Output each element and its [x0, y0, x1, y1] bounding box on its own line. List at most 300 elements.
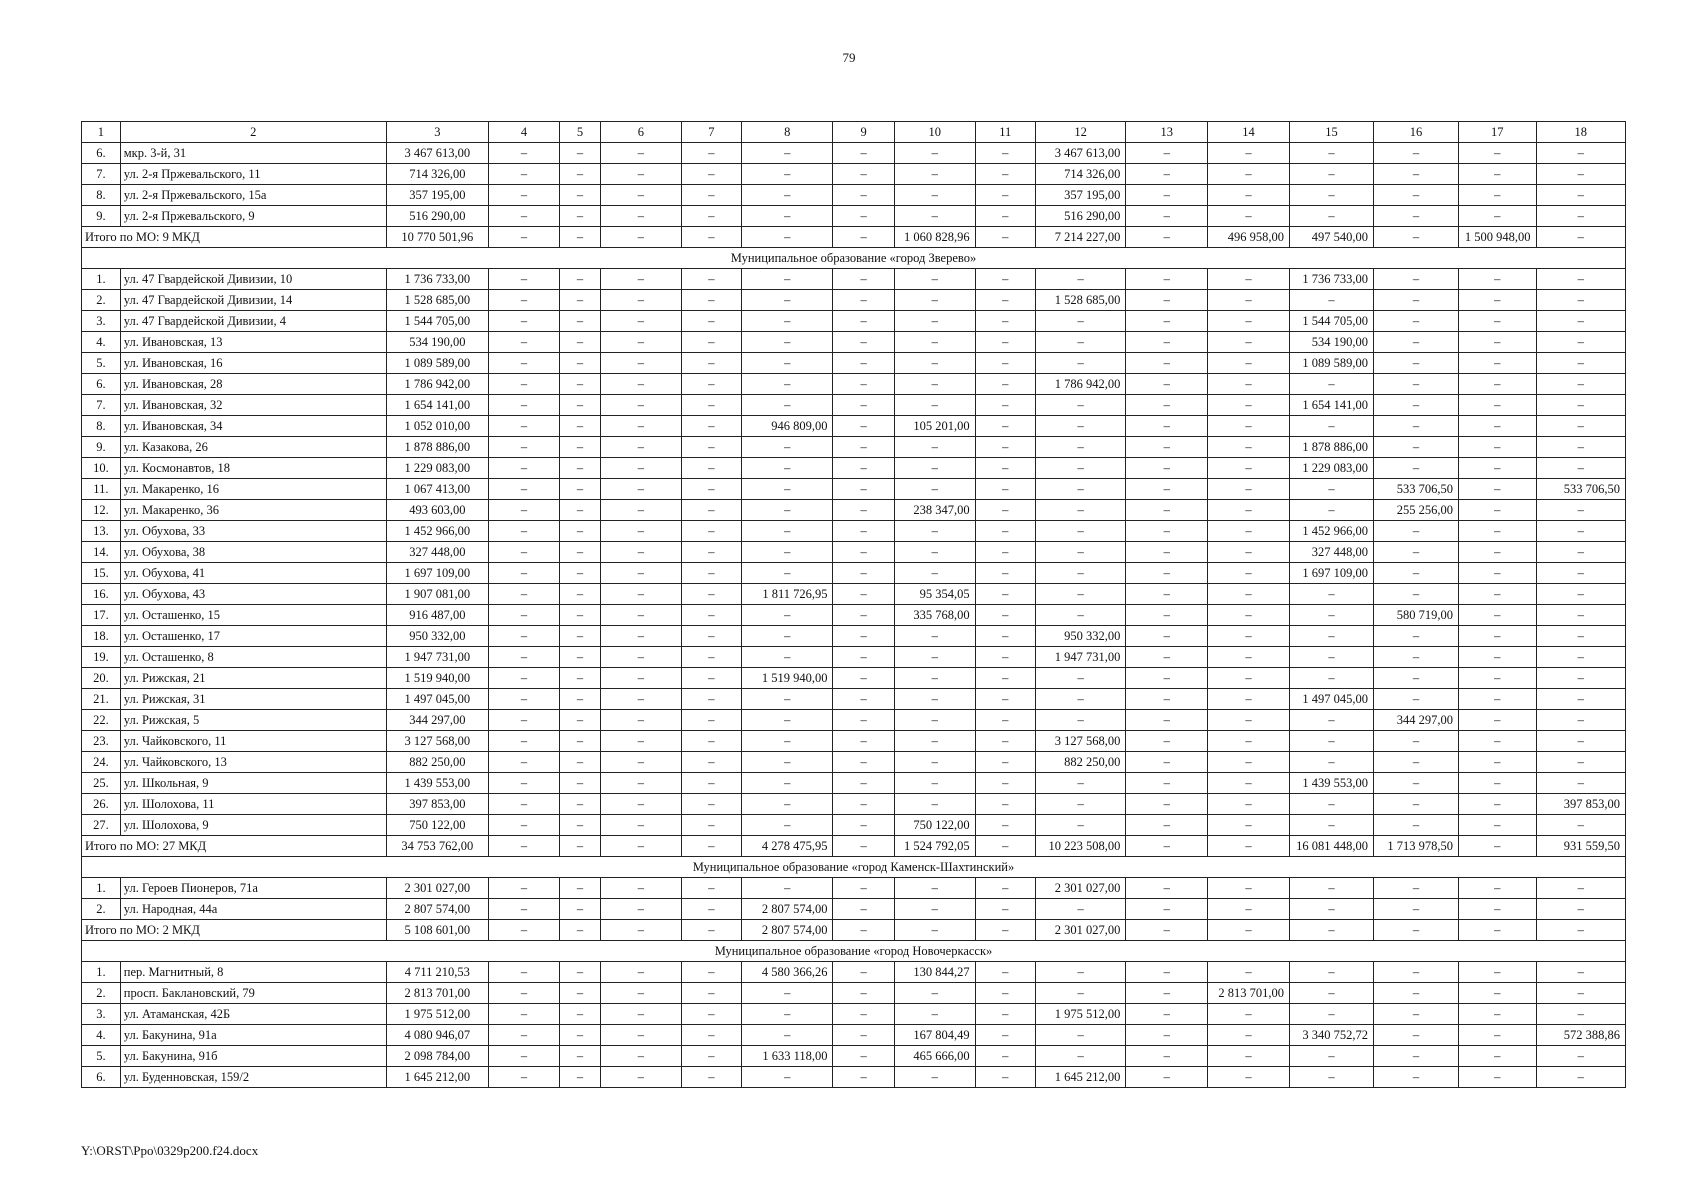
amount-cell: 1 697 109,00	[1289, 563, 1373, 584]
amount-cell: –	[1126, 794, 1208, 815]
amount-cell: 1 947 731,00	[1035, 647, 1125, 668]
amount-cell: –	[1208, 731, 1290, 752]
amount-cell: –	[488, 521, 559, 542]
amount-cell: –	[488, 500, 559, 521]
amount-cell: –	[1373, 1067, 1458, 1088]
amount-cell: –	[1208, 626, 1290, 647]
amount-cell: 2 813 701,00	[386, 983, 488, 1004]
amount-cell: –	[600, 269, 681, 290]
amount-cell: –	[833, 605, 894, 626]
total-cell: –	[488, 227, 559, 248]
amount-cell: –	[741, 626, 833, 647]
amount-cell: –	[975, 710, 1035, 731]
amount-cell: –	[1126, 584, 1208, 605]
amount-cell: –	[1035, 500, 1125, 521]
amount-cell: –	[1126, 206, 1208, 227]
column-number-header-row	[82, 122, 1626, 143]
address-cell: ул. 2-я Пржевальского, 11	[120, 164, 386, 185]
amount-cell: –	[1035, 794, 1125, 815]
table-row	[82, 500, 1626, 521]
amount-cell: –	[741, 773, 833, 794]
amount-cell: –	[600, 563, 681, 584]
amount-cell: –	[1458, 647, 1536, 668]
amount-cell: –	[975, 1067, 1035, 1088]
amount-cell: –	[894, 437, 975, 458]
amount-cell: –	[488, 878, 559, 899]
column-number-header: 1	[82, 122, 121, 143]
amount-cell: –	[1289, 878, 1373, 899]
amount-cell: –	[600, 143, 681, 164]
amount-cell: –	[833, 332, 894, 353]
amount-cell: –	[600, 311, 681, 332]
amount-cell: –	[975, 794, 1035, 815]
amount-cell: –	[741, 479, 833, 500]
amount-cell: –	[1289, 1004, 1373, 1025]
amount-cell: –	[1208, 1046, 1290, 1067]
amount-cell: –	[1373, 1004, 1458, 1025]
amount-cell: –	[1458, 374, 1536, 395]
row-number: 9.	[82, 437, 121, 458]
table-row	[82, 143, 1626, 164]
total-row	[82, 227, 1626, 248]
amount-cell: –	[975, 752, 1035, 773]
amount-cell: –	[681, 269, 741, 290]
amount-cell: –	[600, 500, 681, 521]
amount-cell: –	[1035, 395, 1125, 416]
amount-cell: –	[1035, 605, 1125, 626]
amount-cell: –	[488, 794, 559, 815]
amount-cell: –	[894, 773, 975, 794]
amount-cell: 95 354,05	[894, 584, 975, 605]
amount-cell: –	[1458, 626, 1536, 647]
amount-cell: –	[560, 437, 601, 458]
table-row	[82, 206, 1626, 227]
amount-cell: –	[1458, 752, 1536, 773]
amount-cell: –	[833, 311, 894, 332]
amount-cell: –	[741, 437, 833, 458]
total-cell: 931 559,50	[1536, 836, 1626, 857]
total-cell: 16 081 448,00	[1289, 836, 1373, 857]
amount-cell: 1 975 512,00	[386, 1004, 488, 1025]
amount-cell: –	[833, 710, 894, 731]
amount-cell: –	[1536, 437, 1626, 458]
amount-cell: –	[681, 164, 741, 185]
amount-cell: –	[600, 479, 681, 500]
amount-cell: –	[741, 290, 833, 311]
amount-cell: –	[560, 731, 601, 752]
amount-cell: –	[1458, 1025, 1536, 1046]
amount-cell: 397 853,00	[386, 794, 488, 815]
amount-cell: –	[1536, 1046, 1626, 1067]
amount-cell: –	[1126, 542, 1208, 563]
address-cell: ул. Рижская, 21	[120, 668, 386, 689]
amount-cell: –	[1126, 815, 1208, 836]
total-cell: –	[1373, 227, 1458, 248]
amount-cell: –	[894, 374, 975, 395]
amount-cell: –	[975, 563, 1035, 584]
amount-cell: –	[975, 962, 1035, 983]
amount-cell: 397 853,00	[1536, 794, 1626, 815]
amount-cell: –	[1208, 164, 1290, 185]
amount-cell: –	[975, 731, 1035, 752]
amount-cell: –	[681, 437, 741, 458]
amount-cell: –	[560, 164, 601, 185]
total-cell: 5 108 601,00	[386, 920, 488, 941]
amount-cell: –	[894, 332, 975, 353]
amount-cell: –	[833, 269, 894, 290]
amount-cell: –	[681, 332, 741, 353]
total-cell: 10 770 501,96	[386, 227, 488, 248]
amount-cell: –	[1208, 143, 1290, 164]
row-number: 1.	[82, 878, 121, 899]
total-cell: –	[975, 836, 1035, 857]
column-number-header: 14	[1208, 122, 1290, 143]
amount-cell: –	[833, 1046, 894, 1067]
amount-cell: –	[1536, 500, 1626, 521]
table-row	[82, 269, 1626, 290]
amount-cell: –	[560, 689, 601, 710]
amount-cell: –	[1208, 269, 1290, 290]
amount-cell: –	[600, 542, 681, 563]
amount-cell: 572 388,86	[1536, 1025, 1626, 1046]
amount-cell: 3 467 613,00	[386, 143, 488, 164]
amount-cell: –	[560, 752, 601, 773]
amount-cell: –	[1035, 689, 1125, 710]
amount-cell: –	[833, 962, 894, 983]
amount-cell: –	[833, 899, 894, 920]
amount-cell: 1 528 685,00	[386, 290, 488, 311]
amount-cell: –	[681, 458, 741, 479]
amount-cell: 238 347,00	[894, 500, 975, 521]
amount-cell: –	[1373, 143, 1458, 164]
amount-cell: 465 666,00	[894, 1046, 975, 1067]
amount-cell: –	[1373, 563, 1458, 584]
amount-cell: –	[1208, 290, 1290, 311]
amount-cell: 2 813 701,00	[1208, 983, 1290, 1004]
amount-cell: –	[1126, 143, 1208, 164]
amount-cell: –	[1289, 143, 1373, 164]
row-number: 5.	[82, 353, 121, 374]
amount-cell: –	[600, 395, 681, 416]
amount-cell: –	[833, 374, 894, 395]
amount-cell: –	[488, 269, 559, 290]
amount-cell: –	[1126, 983, 1208, 1004]
total-cell: 1 524 792,05	[894, 836, 975, 857]
amount-cell: 1 452 966,00	[1289, 521, 1373, 542]
amount-cell: –	[975, 458, 1035, 479]
amount-cell: –	[560, 458, 601, 479]
section-title: Муниципальное образование «город Новочеркасск»	[82, 941, 1626, 962]
amount-cell: –	[1208, 752, 1290, 773]
total-row	[82, 920, 1626, 941]
amount-cell: –	[975, 878, 1035, 899]
amount-cell: –	[1536, 395, 1626, 416]
amount-cell: –	[681, 479, 741, 500]
section-header-row	[82, 941, 1626, 962]
amount-cell: –	[741, 731, 833, 752]
amount-cell: –	[1035, 1025, 1125, 1046]
amount-cell: –	[600, 605, 681, 626]
total-cell: 10 223 508,00	[1035, 836, 1125, 857]
amount-cell: –	[600, 731, 681, 752]
amount-cell: –	[894, 563, 975, 584]
total-row	[82, 836, 1626, 857]
address-cell: ул. Буденновская, 159/2	[120, 1067, 386, 1088]
amount-cell: –	[488, 983, 559, 1004]
amount-cell: –	[741, 374, 833, 395]
amount-cell: –	[1126, 269, 1208, 290]
address-cell: ул. Космонавтов, 18	[120, 458, 386, 479]
table-row	[82, 710, 1626, 731]
amount-cell: 105 201,00	[894, 416, 975, 437]
amount-cell: 882 250,00	[1035, 752, 1125, 773]
column-number-header: 4	[488, 122, 559, 143]
amount-cell: –	[1289, 1067, 1373, 1088]
amount-cell: –	[1373, 311, 1458, 332]
amount-cell: –	[560, 668, 601, 689]
amount-cell: –	[488, 311, 559, 332]
amount-cell: –	[600, 752, 681, 773]
amount-cell: –	[741, 878, 833, 899]
amount-cell: –	[488, 185, 559, 206]
address-cell: ул. Героев Пионеров, 71а	[120, 878, 386, 899]
amount-cell: –	[600, 773, 681, 794]
amount-cell: –	[1458, 605, 1536, 626]
amount-cell: –	[1208, 878, 1290, 899]
amount-cell: 1 786 942,00	[386, 374, 488, 395]
row-number: 7.	[82, 164, 121, 185]
amount-cell: –	[681, 185, 741, 206]
amount-cell: –	[833, 752, 894, 773]
amount-cell: –	[833, 185, 894, 206]
amount-cell: –	[600, 878, 681, 899]
column-number-header: 18	[1536, 122, 1626, 143]
amount-cell: –	[488, 332, 559, 353]
amount-cell: –	[1208, 458, 1290, 479]
amount-cell: –	[1536, 626, 1626, 647]
amount-cell: –	[833, 563, 894, 584]
amount-cell: –	[833, 290, 894, 311]
amount-cell: –	[560, 374, 601, 395]
address-cell: ул. Ивановская, 34	[120, 416, 386, 437]
amount-cell: –	[681, 206, 741, 227]
amount-cell: 1 736 733,00	[1289, 269, 1373, 290]
amount-cell: –	[560, 185, 601, 206]
amount-cell: –	[1536, 983, 1626, 1004]
amount-cell: –	[1126, 1004, 1208, 1025]
amount-cell: –	[1373, 458, 1458, 479]
amount-cell: –	[1208, 395, 1290, 416]
address-cell: ул. Обухова, 41	[120, 563, 386, 584]
address-cell: ул. Осташенко, 17	[120, 626, 386, 647]
amount-cell: –	[488, 563, 559, 584]
address-cell: ул. Шолохова, 9	[120, 815, 386, 836]
amount-cell: –	[1126, 668, 1208, 689]
table-row	[82, 731, 1626, 752]
amount-cell: –	[560, 962, 601, 983]
amount-cell: –	[681, 668, 741, 689]
amount-cell: –	[1126, 185, 1208, 206]
table-row	[82, 437, 1626, 458]
amount-cell: –	[560, 710, 601, 731]
amount-cell: –	[1289, 647, 1373, 668]
amount-cell: –	[975, 668, 1035, 689]
amount-cell: –	[1126, 395, 1208, 416]
total-cell: –	[1536, 920, 1626, 941]
table-row	[82, 416, 1626, 437]
amount-cell: 750 122,00	[386, 815, 488, 836]
amount-cell: 2 098 784,00	[386, 1046, 488, 1067]
amount-cell: –	[975, 521, 1035, 542]
amount-cell: 1 654 141,00	[1289, 395, 1373, 416]
amount-cell: –	[681, 563, 741, 584]
amount-cell: –	[833, 815, 894, 836]
row-number: 11.	[82, 479, 121, 500]
amount-cell: –	[560, 542, 601, 563]
amount-cell: –	[1536, 353, 1626, 374]
amount-cell: 1 947 731,00	[386, 647, 488, 668]
amount-cell: –	[1126, 458, 1208, 479]
amount-cell: –	[1208, 353, 1290, 374]
column-number-header: 11	[975, 122, 1035, 143]
amount-cell: –	[1208, 332, 1290, 353]
address-cell: ул. Чайковского, 13	[120, 752, 386, 773]
amount-cell: 3 467 613,00	[1035, 143, 1125, 164]
amount-cell: –	[488, 605, 559, 626]
amount-cell: 493 603,00	[386, 500, 488, 521]
amount-cell: –	[1126, 353, 1208, 374]
amount-cell: –	[833, 395, 894, 416]
address-cell: ул. Обухова, 33	[120, 521, 386, 542]
address-cell: ул. Чайковского, 11	[120, 731, 386, 752]
table-row	[82, 878, 1626, 899]
row-number: 1.	[82, 269, 121, 290]
amount-cell: –	[681, 773, 741, 794]
amount-cell: –	[681, 899, 741, 920]
amount-cell: –	[1208, 1025, 1290, 1046]
amount-cell: –	[1208, 605, 1290, 626]
total-cell: –	[560, 920, 601, 941]
address-cell: ул. Макаренко, 36	[120, 500, 386, 521]
amount-cell: –	[1035, 668, 1125, 689]
amount-cell: –	[488, 206, 559, 227]
amount-cell: –	[560, 500, 601, 521]
amount-cell: –	[894, 668, 975, 689]
amount-cell: 516 290,00	[1035, 206, 1125, 227]
amount-cell: –	[741, 794, 833, 815]
amount-cell: –	[681, 311, 741, 332]
amount-cell: –	[681, 626, 741, 647]
amount-cell: 357 195,00	[386, 185, 488, 206]
amount-cell: –	[975, 290, 1035, 311]
row-number: 1.	[82, 962, 121, 983]
table-row	[82, 374, 1626, 395]
row-number: 27.	[82, 815, 121, 836]
amount-cell: –	[560, 416, 601, 437]
amount-cell: –	[600, 647, 681, 668]
amount-cell: –	[894, 521, 975, 542]
amount-cell: –	[1458, 164, 1536, 185]
amount-cell: –	[1035, 521, 1125, 542]
amount-cell: –	[1373, 185, 1458, 206]
amount-cell: –	[741, 332, 833, 353]
amount-cell: 335 768,00	[894, 605, 975, 626]
amount-cell: –	[488, 458, 559, 479]
amount-cell: –	[681, 290, 741, 311]
amount-cell: –	[1536, 164, 1626, 185]
column-number-header: 12	[1035, 122, 1125, 143]
amount-cell: –	[488, 773, 559, 794]
column-number-header: 5	[560, 122, 601, 143]
amount-cell: –	[681, 710, 741, 731]
row-number: 25.	[82, 773, 121, 794]
address-cell: ул. Бакунина, 91б	[120, 1046, 386, 1067]
amount-cell: –	[1208, 815, 1290, 836]
amount-cell: –	[600, 332, 681, 353]
total-cell: –	[894, 920, 975, 941]
amount-cell: –	[560, 794, 601, 815]
total-cell: –	[1126, 920, 1208, 941]
amount-cell: –	[560, 647, 601, 668]
amount-cell: –	[1208, 311, 1290, 332]
amount-cell: 950 332,00	[386, 626, 488, 647]
total-cell: –	[741, 227, 833, 248]
row-number: 4.	[82, 1025, 121, 1046]
amount-cell: –	[488, 164, 559, 185]
amount-cell: 1 528 685,00	[1035, 290, 1125, 311]
amount-cell: –	[1373, 647, 1458, 668]
amount-cell: –	[488, 1025, 559, 1046]
amount-cell: –	[741, 521, 833, 542]
amount-cell: –	[1458, 731, 1536, 752]
amount-cell: –	[1208, 794, 1290, 815]
amount-cell: 2 301 027,00	[1035, 878, 1125, 899]
amount-cell: 534 190,00	[386, 332, 488, 353]
amount-cell: –	[1126, 437, 1208, 458]
amount-cell: 1 633 118,00	[741, 1046, 833, 1067]
amount-cell: –	[1035, 584, 1125, 605]
amount-cell: –	[488, 374, 559, 395]
amount-cell: –	[488, 962, 559, 983]
amount-cell: –	[1289, 500, 1373, 521]
total-cell: –	[1536, 227, 1626, 248]
amount-cell: –	[741, 164, 833, 185]
footer-file-path: Y:\ORST\Ppo\0329p200.f24.docx	[81, 1143, 259, 1158]
amount-cell: –	[1289, 164, 1373, 185]
amount-cell: –	[681, 878, 741, 899]
amount-cell: –	[488, 731, 559, 752]
amount-cell: –	[833, 353, 894, 374]
amount-cell: –	[1208, 668, 1290, 689]
table-row	[82, 164, 1626, 185]
amount-cell: –	[1373, 815, 1458, 836]
amount-cell: –	[741, 311, 833, 332]
amount-cell: –	[560, 332, 601, 353]
total-cell: 34 753 762,00	[386, 836, 488, 857]
amount-cell: –	[975, 143, 1035, 164]
column-number-header: 8	[741, 122, 833, 143]
amount-cell: –	[600, 458, 681, 479]
amount-cell: 1 519 940,00	[386, 668, 488, 689]
amount-cell: –	[1458, 1004, 1536, 1025]
amount-cell: –	[1208, 542, 1290, 563]
amount-cell: –	[681, 962, 741, 983]
amount-cell: –	[741, 710, 833, 731]
amount-cell: –	[1035, 437, 1125, 458]
amount-cell: –	[894, 1004, 975, 1025]
amount-cell: –	[975, 353, 1035, 374]
amount-cell: –	[681, 1004, 741, 1025]
